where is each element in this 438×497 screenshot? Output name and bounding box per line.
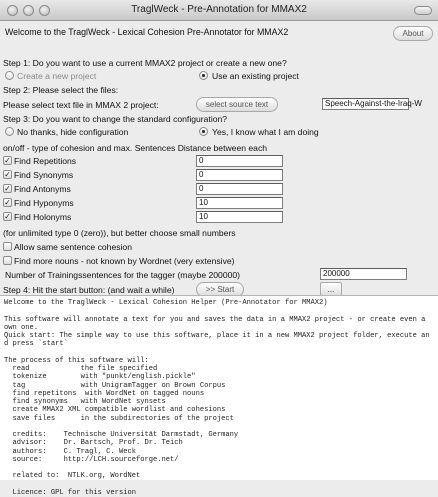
find-hyponyms-checkbox[interactable]: ✓ (4, 198, 11, 207)
log-text: Welcome to the TraglWeck - Lexical Cohesion Helper (Pre-Annotator for MMAX2) This software will annotate a text for you and saves the data in a MMAX2 project - or create even a own one. Quick start: The simple way to use this software, place it in a new MMAX2 project folder, execute an d press `start` The process of this software will: read the file specified tokenize with "punkt/english.pickle" tag with UnigramTagger on Brown Corpus find repetitons with WordNet on tagged nouns find synonyms with WordNet synsets create MMAX2 XML compatible wordlist and cohesions save files in the subdirectories of the project credits: Technische Universität Darmstadt, Germany advisor: Dr. Bartsch, Prof. Dr. Teich authors: C. Tragl, C. Weck source: http://LCH.sourceforge.net/ related to: NTLK.org, WordNet Licence: GPL for this version (4, 299, 430, 497)
repetitions-distance-input[interactable]: 0 (196, 155, 283, 167)
about-button[interactable]: About (393, 26, 433, 41)
find-repetitions-checkbox[interactable]: ✓ (4, 156, 11, 165)
antonyms-distance-input[interactable]: 0 (196, 183, 283, 195)
more-nouns-checkbox[interactable] (3, 256, 12, 265)
welcome-heading: Welcome to the TraglWeck - Lexical Cohesion Pre-Annotator for MMAX2 (5, 27, 289, 37)
training-sentences-input[interactable]: 200000 (320, 268, 407, 280)
step4-label: Step 4: Hit the start button: (and wait a while) (3, 285, 175, 295)
step2-label: Step 2: Please select the files: (3, 85, 119, 95)
find-synonyms-checkbox[interactable]: ✓ (4, 170, 11, 179)
hide-configuration-radio[interactable] (5, 127, 14, 136)
hyponyms-distance-input[interactable]: 10 (196, 197, 283, 209)
find-antonyms-label: Find Antonyms (14, 184, 71, 194)
create-new-project-radio[interactable] (5, 71, 14, 80)
synonyms-distance-input[interactable]: 0 (196, 169, 283, 181)
window-title: TraglWeck - Pre-Annotation for MMAX2 (131, 4, 307, 15)
more-options-button[interactable]: ... (320, 282, 342, 297)
create-new-project-label: Create a new project (17, 71, 97, 81)
step1-label: Step 1: Do you want to use a current MMAX2 project or create a new one? (3, 58, 287, 68)
toolbar-toggle-button[interactable] (414, 6, 432, 15)
more-nouns-label: Find more nouns - not known by Wordnet (very extensive) (14, 256, 235, 266)
find-antonyms-checkbox[interactable]: ✓ (4, 184, 11, 193)
show-configuration-label: Yes, I know what I am doing (212, 127, 319, 137)
log-text-area[interactable] (0, 295, 438, 497)
use-existing-project-radio[interactable] (199, 71, 208, 80)
find-holonyms-checkbox[interactable]: ✓ (4, 212, 11, 221)
start-button[interactable]: >> Start (196, 282, 244, 297)
find-synonyms-label: Find Synonyms (14, 170, 74, 180)
use-existing-project-label: Use an existing project (212, 71, 299, 81)
same-sentence-checkbox[interactable] (3, 242, 12, 251)
show-configuration-radio[interactable] (199, 127, 208, 136)
find-repetitions-label: Find Repetitions (14, 156, 77, 166)
title-bar (0, 0, 438, 21)
cohesion-type-heading: on/off - type of cohesion and max. Sentences Distance between each (3, 143, 268, 153)
unlimited-note: (for unlimited type 0 (zero)), but better choose small numbers (3, 228, 236, 238)
hide-configuration-label: No thanks, hide configuration (17, 127, 129, 137)
training-sentences-label: Number of Trainingssentences for the tagger (maybe 200000) (5, 270, 241, 280)
holonyms-distance-input[interactable]: 10 (196, 211, 283, 223)
same-sentence-label: Allow same sentence cohesion (14, 242, 132, 252)
find-holonyms-label: Find Holonyms (14, 212, 72, 222)
step3-label: Step 3: Do you want to change the standard configuration? (3, 114, 228, 124)
find-hyponyms-label: Find Hyponyms (14, 198, 74, 208)
select-file-prompt: Please select text file in MMAX 2 project: (3, 100, 159, 110)
source-file-field[interactable]: Speech-Against-the-Iraq-W (322, 98, 409, 110)
select-source-text-button[interactable]: select source text (196, 97, 278, 112)
